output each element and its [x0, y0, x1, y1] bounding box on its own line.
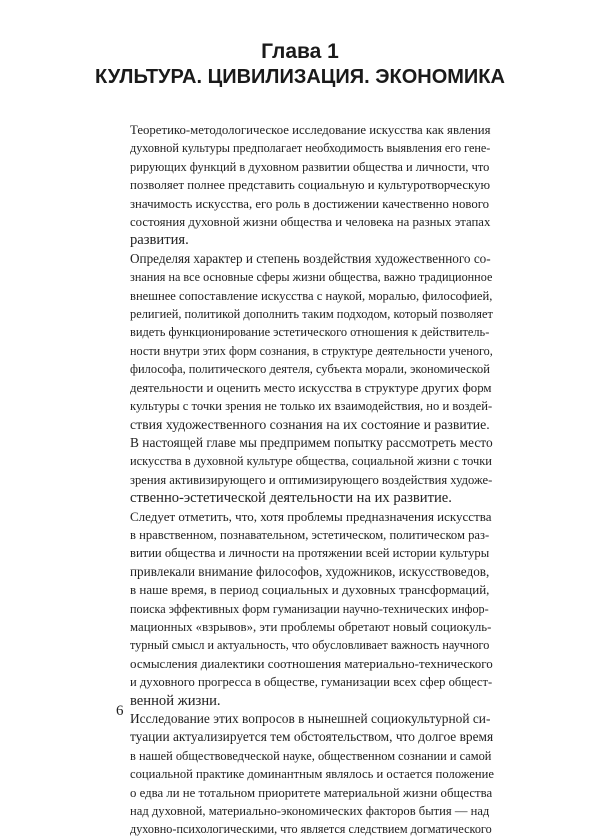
- text-line: позволяет полнее представить социальную и культуротворческую: [130, 178, 491, 193]
- text-line: ности внутри этих форм сознания, в структуре деятельности ученого,: [130, 343, 493, 358]
- text-line: социальной практике доминантным являлось и остается положение: [130, 767, 494, 782]
- paragraph-1: [116, 121, 494, 250]
- text-line: искусства в духовной культуре общества, социальной жизни с точки: [130, 454, 492, 469]
- text-line: зрения активизирующего и оптимизирующего воздействия художе-: [130, 472, 493, 487]
- text-line: развития.: [130, 232, 189, 249]
- text-line: Определяя характер и степень воздействия художественного со-: [130, 250, 491, 266]
- text-line: Исследование этих вопросов в нынешней социокультурной си-: [130, 711, 491, 726]
- text-line: в нравственном, познавательном, эстетическом, политическом раз-: [130, 527, 490, 542]
- text-line: над духовной, материально-экономических факторов бытия — над: [130, 804, 490, 819]
- text-line: духовной культуры предполагает необходимость выявления его гене-: [130, 141, 491, 156]
- text-line: мационных «взрывов», эти проблемы обретают новый социокуль-: [130, 619, 492, 634]
- paragraph-3: [116, 434, 494, 508]
- text-line: видеть функционирование эстетического отношения к действитель-: [130, 325, 490, 340]
- text-line: духовно-психологическими, что является следствием догматического: [130, 822, 492, 837]
- text-line: ствия художественного сознания на их состояние и развитие.: [130, 416, 490, 432]
- text-line: религией, политикой дополнить таким подходом, который позволяет: [130, 307, 493, 322]
- text-line: поиска эффективных форм гуманизации научно-технических инфор-: [130, 601, 489, 616]
- text-line: о едва ли не тотальном приоритете материальной жизни общества: [130, 785, 493, 800]
- text-line: В настоящей главе мы предпримем попытку рассмотреть место: [130, 434, 493, 450]
- text-line: деятельности и оценить место искусства в структуре других форм: [130, 380, 492, 395]
- text-line: турный смысл и актуальность, что обусловливает важность научного: [130, 638, 490, 653]
- text-line: привлекали внимание философов, художников, искусствоведов,: [130, 563, 490, 579]
- text-line: осмысления диалектики соотношения материально-технического: [130, 655, 493, 671]
- text-line: состояния духовной жизни общества и человека на разных этапах: [130, 215, 491, 230]
- text-line: знания на все основные сферы жизни общества, важно традиционное: [130, 270, 493, 285]
- text-line: витии общества и личности на протяжении всей истории культуры: [130, 546, 490, 561]
- text-line: философа, политического деятеля, субъекта морали, экономической: [130, 362, 490, 377]
- paragraph-5: [116, 710, 494, 839]
- text-line: в наше время, в период социальных и духовных трансформаций,: [130, 582, 490, 598]
- chapter-title: КУЛЬТУРА. ЦИВИЛИЗАЦИЯ. ЭКОНОМИКА: [95, 66, 505, 88]
- text-line: рирующих функций в духовном развитии общества и личности, что: [130, 159, 490, 174]
- body-text: [116, 121, 494, 839]
- page-number: 6: [116, 703, 124, 719]
- paragraph-2: [116, 250, 494, 434]
- paragraph-4: [116, 508, 494, 710]
- text-line: ственно-эстетической деятельности на их развитие.: [130, 490, 452, 507]
- text-line: культуры с точки зрения не только их взаимодействия, но и воздей-: [130, 399, 493, 414]
- text-line: Теоретико-методологическое исследование искусства как явления: [130, 123, 491, 137]
- chapter-label: Глава 1: [261, 40, 339, 63]
- text-line: в нашей обществоведческой науке, общественном сознании и самой: [130, 748, 492, 763]
- text-line: туации актуализируется тем обстоятельством, что долгое время: [130, 729, 494, 745]
- text-line: значимость искусства, его роль в достижении качественно нового: [130, 196, 490, 211]
- text-line: венной жизни.: [130, 692, 221, 709]
- text-line: и духовного прогресса в обществе, гуманизации всех сфер общест-: [130, 675, 493, 690]
- text-line: внешнее сопоставление искусства с наукой, моралью, философией,: [130, 288, 493, 303]
- text-line: Следует отметить, что, хотя проблемы предназначения искусства: [130, 508, 492, 524]
